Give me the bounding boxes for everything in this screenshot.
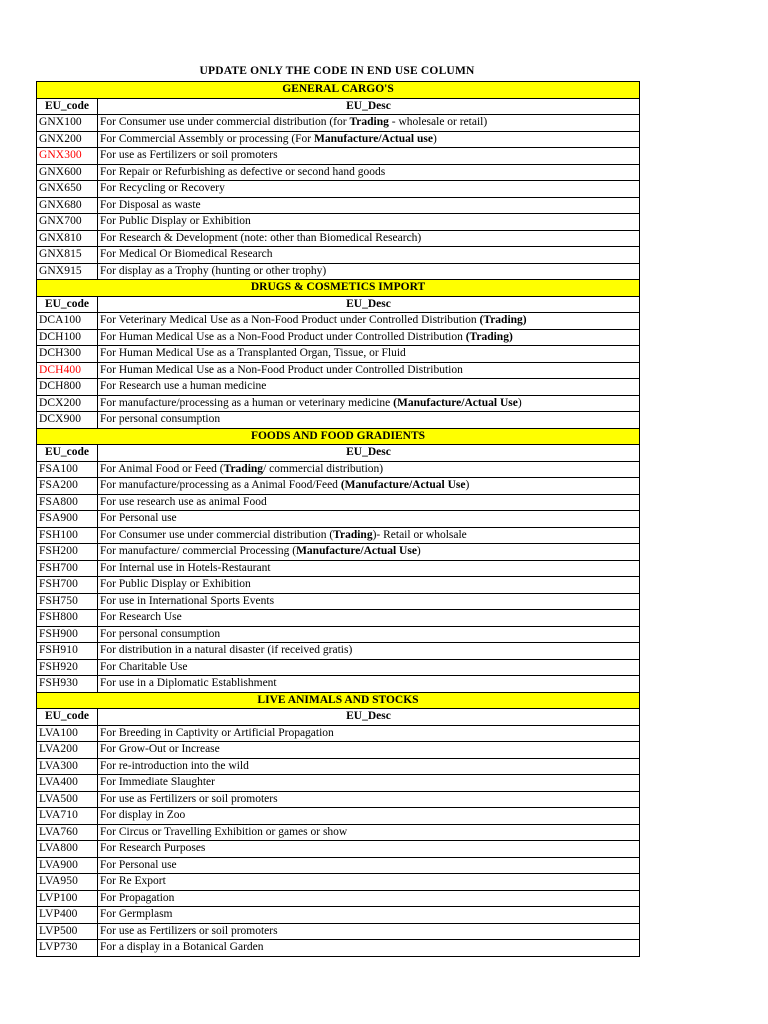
desc-text: For Repair or Refurbishing as defective or second hand goods [100, 165, 386, 178]
eu-code-cell[interactable]: GNX815 [37, 247, 98, 264]
desc-text: For Propagation [100, 891, 175, 904]
section-title: DRUGS & COSMETICS IMPORT [37, 280, 640, 297]
eu-code-cell[interactable]: GNX300 [37, 148, 98, 165]
eu-code-cell[interactable]: LVP100 [37, 890, 98, 907]
eu-code-cell[interactable]: LVA100 [37, 725, 98, 742]
eu-desc-cell [98, 841, 640, 858]
section-header-row [37, 428, 640, 445]
table-row [37, 346, 640, 363]
eu-desc-cell [98, 824, 640, 841]
desc-text: For Charitable Use [100, 660, 188, 673]
eu-code-cell[interactable]: LVA800 [37, 841, 98, 858]
eu-code-cell[interactable]: LVA400 [37, 775, 98, 792]
eu-code-cell[interactable]: DCH400 [37, 362, 98, 379]
eu-desc-cell [98, 148, 640, 165]
desc-text: For manufacture/processing as a Animal Food/Feed [100, 479, 341, 492]
eu-desc-cell [98, 379, 640, 396]
desc-text: For Breeding in Captivity or Artificial Propagation [100, 726, 334, 739]
desc-text: For distribution in a natural disaster (if received gratis) [100, 644, 353, 657]
desc-text: For Research & Development (note: other than Biomedical Research) [100, 231, 422, 244]
table-row [37, 725, 640, 742]
desc-text: ) [465, 479, 470, 492]
table-row [37, 412, 640, 429]
eu-code-cell[interactable]: DCH100 [37, 329, 98, 346]
eu-code-cell[interactable]: DCX200 [37, 395, 98, 412]
desc-text: For Human Medical Use as a Non-Food Product under Controlled Distribution [100, 363, 463, 376]
table-row [37, 560, 640, 577]
eu-desc-cell [98, 461, 640, 478]
section-header-row [37, 82, 640, 99]
desc-text: For use in a Diplomatic Establishment [100, 677, 277, 690]
desc-text: For personal consumption [100, 627, 221, 640]
eu-code-cell[interactable]: GNX200 [37, 131, 98, 148]
desc-text: For Consumer use under commercial distribution ( [100, 528, 334, 541]
table-row [37, 247, 640, 264]
table-row [37, 775, 640, 792]
eu-desc-cell [98, 808, 640, 825]
eu-desc-cell [98, 197, 640, 214]
desc-text: For Public Display or Exhibition [100, 215, 251, 228]
column-header-code: EU_code [37, 296, 98, 313]
table-row [37, 610, 640, 627]
eu-code-cell[interactable]: FSH700 [37, 560, 98, 577]
eu-desc-cell [98, 593, 640, 610]
eu-desc-cell [98, 758, 640, 775]
table-row [37, 313, 640, 330]
eu-code-cell[interactable]: FSH920 [37, 659, 98, 676]
eu-code-cell[interactable]: FSH800 [37, 610, 98, 627]
eu-desc-cell [98, 395, 640, 412]
section-header-row [37, 280, 640, 297]
table-row [37, 791, 640, 808]
eu-code-cell[interactable]: FSH910 [37, 643, 98, 660]
eu-desc-cell [98, 742, 640, 759]
desc-bold-text: Manufacture/Actual Use [296, 545, 417, 558]
desc-text: / commercial distribution) [263, 462, 384, 475]
table-row [37, 461, 640, 478]
desc-text: For Germplasm [100, 908, 173, 921]
eu-desc-cell [98, 643, 640, 660]
eu-desc-cell [98, 560, 640, 577]
eu-desc-cell [98, 313, 640, 330]
eu-desc-cell [98, 247, 640, 264]
desc-text: For Grow-Out or Increase [100, 743, 220, 756]
eu-code-cell[interactable]: FSA900 [37, 511, 98, 528]
eu-desc-cell [98, 725, 640, 742]
desc-bold-text: Trading [349, 116, 389, 129]
eu-code-cell[interactable]: GNX680 [37, 197, 98, 214]
eu-desc-cell [98, 511, 640, 528]
desc-text: For Immediate Slaughter [100, 776, 215, 789]
table-row [37, 626, 640, 643]
table-row [37, 742, 640, 759]
desc-text: For use as Fertilizers or soil promoters [100, 924, 278, 937]
desc-text: For Research Purposes [100, 842, 206, 855]
eu-code-cell[interactable]: LVP500 [37, 923, 98, 940]
desc-text: For Recycling or Recovery [100, 182, 225, 195]
table-row [37, 164, 640, 181]
table-row [37, 758, 640, 775]
column-header-row [37, 98, 640, 115]
eu-desc-cell [98, 346, 640, 363]
table-row [37, 478, 640, 495]
desc-text: For Consumer use under commercial distribution (for [100, 116, 350, 129]
eu-desc-cell [98, 181, 640, 198]
eu-desc-cell [98, 923, 640, 940]
table-row [37, 676, 640, 693]
table-row [37, 643, 640, 660]
eu-code-cell[interactable]: LVA760 [37, 824, 98, 841]
desc-text: For Human Medical Use as a Transplanted Organ, Tissue, or Fluid [100, 347, 406, 360]
eu-code-cell[interactable]: LVA950 [37, 874, 98, 891]
desc-text: For Public Display or Exhibition [100, 578, 251, 591]
desc-text: For Research use a human medicine [100, 380, 267, 393]
column-header-desc: EU_Desc [98, 445, 640, 462]
desc-text: For display in Zoo [100, 809, 186, 822]
table-body [37, 82, 640, 957]
desc-bold-text: (Trading) [479, 314, 527, 327]
eu-desc-cell [98, 544, 640, 561]
eu-code-cell[interactable]: LVA710 [37, 808, 98, 825]
desc-text: For Re Export [100, 875, 166, 888]
desc-bold-text: (Manufacture/Actual Use [393, 396, 518, 409]
desc-bold-text: Trading [333, 528, 373, 541]
eu-desc-cell [98, 791, 640, 808]
column-header-row [37, 445, 640, 462]
table-row [37, 808, 640, 825]
desc-text: ) [517, 396, 522, 409]
desc-text: - wholesale or retail) [388, 116, 488, 129]
table-row [37, 263, 640, 280]
eu-code-cell[interactable]: FSH900 [37, 626, 98, 643]
eu-desc-cell [98, 676, 640, 693]
eu-desc-cell [98, 610, 640, 627]
eu-desc-cell [98, 659, 640, 676]
desc-text: )- Retail or wholsale [372, 528, 467, 541]
eu-desc-cell [98, 362, 640, 379]
desc-text: For Veterinary Medical Use as a Non-Food Product under Controlled Distribution [100, 314, 480, 327]
eu-desc-cell [98, 115, 640, 132]
eu-desc-cell [98, 527, 640, 544]
eu-code-cell[interactable]: DCA100 [37, 313, 98, 330]
desc-text: ) [416, 545, 421, 558]
eu-code-cell[interactable]: LVA200 [37, 742, 98, 759]
table-row [37, 907, 640, 924]
section-title: LIVE ANIMALS AND STOCKS [37, 692, 640, 709]
table-row [37, 181, 640, 198]
desc-text: For manufacture/ commercial Processing ( [100, 545, 297, 558]
eu-desc-cell [98, 164, 640, 181]
table-row [37, 841, 640, 858]
table-row [37, 494, 640, 511]
eu-code-cell[interactable]: LVP730 [37, 940, 98, 957]
eu-desc-cell [98, 874, 640, 891]
eu-code-cell[interactable]: FSH200 [37, 544, 98, 561]
desc-text: For Animal Food or Feed ( [100, 462, 224, 475]
desc-text: For use research use as animal Food [100, 495, 267, 508]
table-row [37, 593, 640, 610]
desc-text: For Commercial Assembly or processing (For [100, 132, 315, 145]
section-title: FOODS AND FOOD GRADIENTS [37, 428, 640, 445]
table-row [37, 329, 640, 346]
eu-code-cell[interactable]: LVA900 [37, 857, 98, 874]
table-row [37, 923, 640, 940]
eu-code-cell[interactable]: LVA500 [37, 791, 98, 808]
end-use-code-table [36, 81, 640, 957]
table-row [37, 824, 640, 841]
eu-code-cell[interactable]: LVP400 [37, 907, 98, 924]
eu-code-cell[interactable]: GNX700 [37, 214, 98, 231]
desc-text: For a display in a Botanical Garden [100, 941, 264, 954]
eu-code-cell[interactable]: DCH300 [37, 346, 98, 363]
desc-text: For Medical Or Biomedical Research [100, 248, 273, 261]
eu-code-cell[interactable]: DCX900 [37, 412, 98, 429]
column-header-code: EU_code [37, 709, 98, 726]
eu-code-cell[interactable]: DCH800 [37, 379, 98, 396]
eu-desc-cell [98, 940, 640, 957]
desc-text: For Internal use in Hotels-Restaurant [100, 561, 271, 574]
eu-code-cell[interactable]: GNX915 [37, 263, 98, 280]
table-row [37, 395, 640, 412]
eu-desc-cell [98, 214, 640, 231]
column-header-desc: EU_Desc [98, 709, 640, 726]
eu-code-cell[interactable]: LVA300 [37, 758, 98, 775]
table-row [37, 511, 640, 528]
eu-code-cell[interactable]: FSH100 [37, 527, 98, 544]
desc-bold-text: (Manufacture/Actual Use [340, 479, 466, 492]
column-header-desc: EU_Desc [98, 296, 640, 313]
page-title: UPDATE ONLY THE CODE IN END USE COLUMN [199, 65, 475, 77]
desc-text: For display as a Trophy (hunting or other trophy) [100, 264, 327, 277]
eu-code-cell[interactable]: FSH750 [37, 593, 98, 610]
table-row [37, 527, 640, 544]
eu-desc-cell [98, 478, 640, 495]
section-header-row [37, 692, 640, 709]
eu-desc-cell [98, 775, 640, 792]
eu-code-cell[interactable]: GNX100 [37, 115, 98, 132]
eu-desc-cell [98, 857, 640, 874]
column-header-desc: EU_Desc [98, 98, 640, 115]
desc-text: For Personal use [100, 512, 177, 525]
eu-code-cell[interactable]: FSH700 [37, 577, 98, 594]
table-row [37, 115, 640, 132]
eu-desc-cell [98, 131, 640, 148]
column-header-code: EU_code [37, 98, 98, 115]
section-title: GENERAL CARGO'S [37, 82, 640, 99]
desc-text: For manufacture/processing as a human or veterinary medicine [100, 396, 394, 409]
desc-text: For personal consumption [100, 413, 221, 426]
table-row [37, 148, 640, 165]
eu-desc-cell [98, 626, 640, 643]
desc-text: For Circus or Travelling Exhibition or games or show [100, 825, 348, 838]
table-row [37, 214, 640, 231]
desc-text: ) [432, 132, 437, 145]
desc-text: For Disposal as waste [100, 198, 201, 211]
desc-text: For Research Use [100, 611, 182, 624]
desc-text: For use in International Sports Events [100, 594, 275, 607]
table-row [37, 857, 640, 874]
eu-desc-cell [98, 412, 640, 429]
eu-desc-cell [98, 890, 640, 907]
desc-bold-text: (Trading) [465, 330, 513, 343]
eu-code-cell[interactable]: GNX600 [37, 164, 98, 181]
table-row [37, 197, 640, 214]
table-row [37, 379, 640, 396]
column-header-row [37, 296, 640, 313]
desc-text: For use as Fertilizers or soil promoters [100, 149, 278, 162]
column-header-code: EU_code [37, 445, 98, 462]
eu-desc-cell [98, 907, 640, 924]
table-row [37, 940, 640, 957]
eu-code-cell[interactable]: FSA800 [37, 494, 98, 511]
table-row [37, 577, 640, 594]
desc-text: For Human Medical Use as a Non-Food Product under Controlled Distribution [100, 330, 466, 343]
table-row [37, 890, 640, 907]
table-row [37, 544, 640, 561]
eu-desc-cell [98, 494, 640, 511]
eu-desc-cell [98, 577, 640, 594]
table-row [37, 230, 640, 247]
table-row [37, 659, 640, 676]
desc-text: For re-introduction into the wild [100, 759, 249, 772]
desc-text: For Personal use [100, 858, 177, 871]
eu-desc-cell [98, 230, 640, 247]
eu-desc-cell [98, 263, 640, 280]
desc-bold-text: Trading [223, 462, 264, 475]
eu-code-cell[interactable]: FSH930 [37, 676, 98, 693]
table-row [37, 131, 640, 148]
eu-code-cell[interactable]: FSA200 [37, 478, 98, 495]
column-header-row [37, 709, 640, 726]
table-row [37, 362, 640, 379]
desc-bold-text: Manufacture/Actual use [314, 132, 433, 145]
table-row [37, 874, 640, 891]
desc-text: For use as Fertilizers or soil promoters [100, 792, 278, 805]
eu-code-cell[interactable]: GNX650 [37, 181, 98, 198]
eu-code-cell[interactable]: FSA100 [37, 461, 98, 478]
eu-code-cell[interactable]: GNX810 [37, 230, 98, 247]
eu-desc-cell [98, 329, 640, 346]
